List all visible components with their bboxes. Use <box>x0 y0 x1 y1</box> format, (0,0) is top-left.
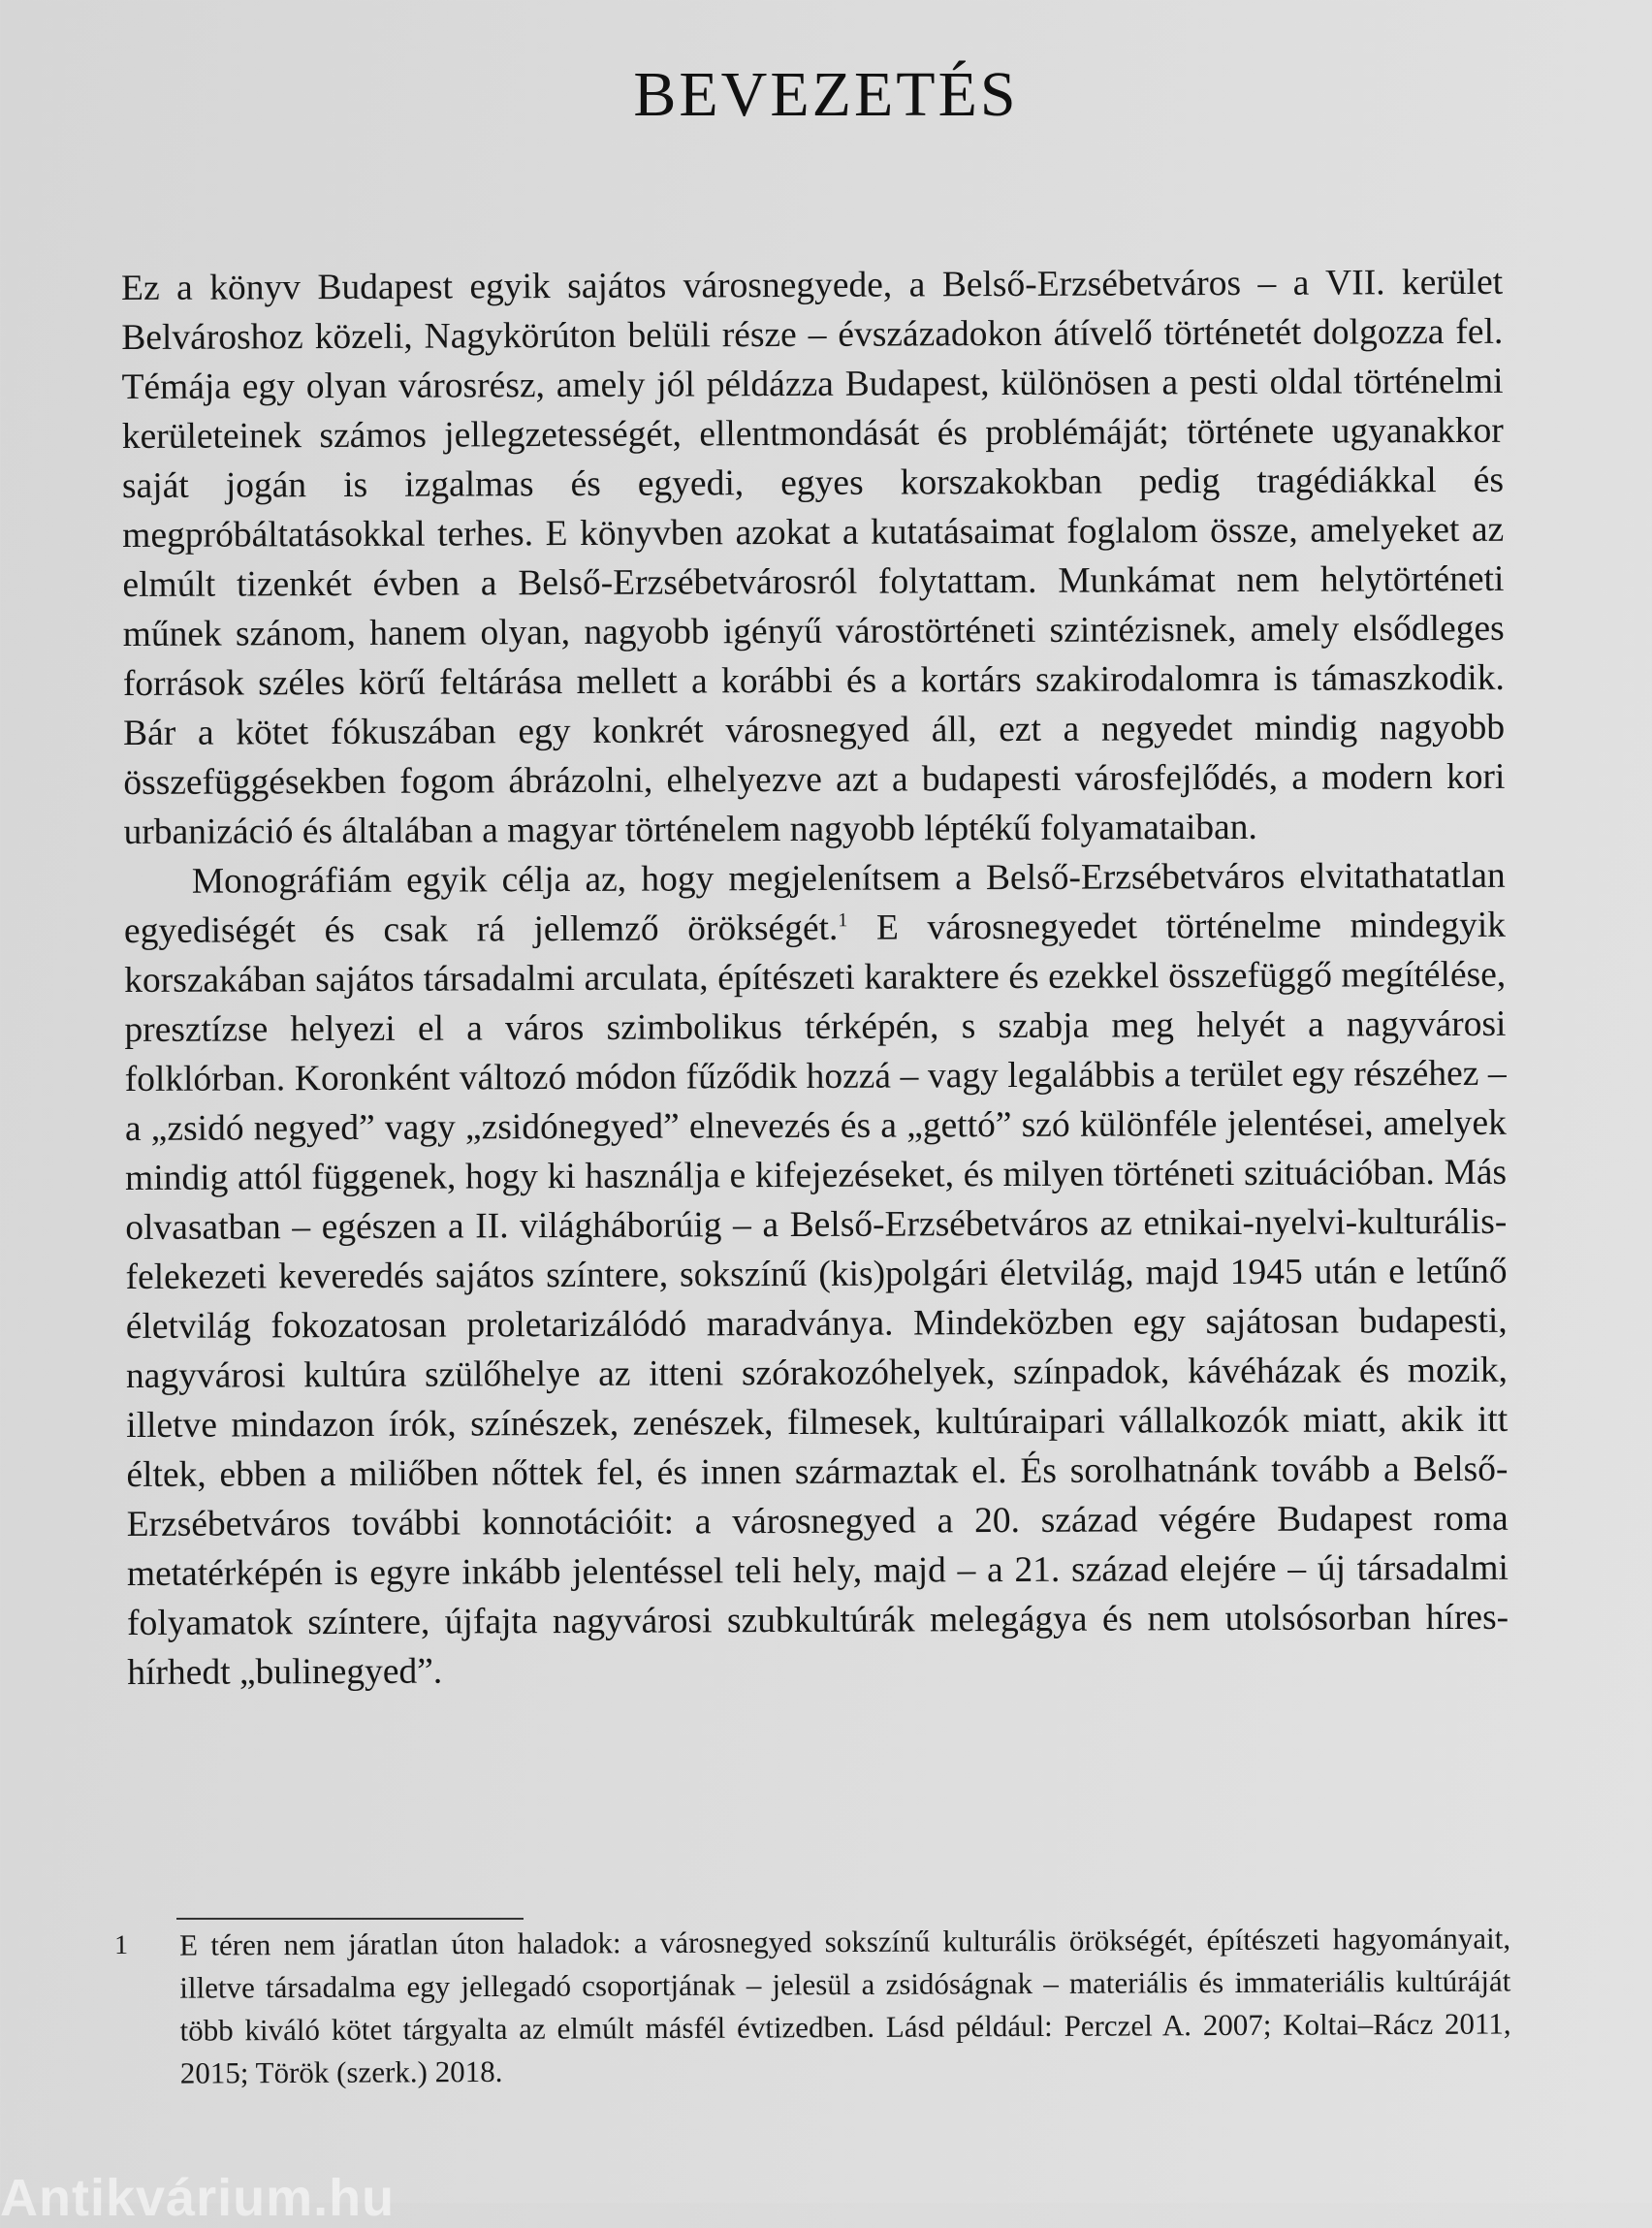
paragraph-2-rest: E városnegyedet történelme mindegyik korszakában sajátos társadalmi arculata, építészeti karaktere és ezekkel összefüggő megítélése, presztízse helyezi el a város szimbolikus térképén, s szabja meg helyét a nagyvárosi folklórban. Koronként változó módon fűződik hozzá – vagy legalábbis a terület egy részéhez – a „zsidó negyed” vagy „zsidónegyed” elnevezés és a „gettó” szó különféle jelentései, amelyek mindig attól függenek, hogy ki használja e kifejezéseket, és milyen történeti szituációban. Más olvasatban – egészen a II. világháborúig – a Belső-Erzsébetváros az etnikai-nyelvi-kulturális-felekezeti keveredés sajátos színtere, sokszínű (kis)polgári életvilág, majd 1945 után e letűnő életvilág fokozatosan proletarizálódó maradványa. Mindeközben egy sajátosan budapesti, nagyvárosi kultúra szülőhelye az itteni szórakozóhelyek, színpadok, kávéházak és mozik, illetve mindazon írók, színészek, zenészek, filmesek, kultúraipari vállalkozók miatt, akik itt éltek, ebben a miliőben nőttek fel, és innen származtak el. És sorolhatnánk tovább a Belső-Erzsébetváros további konnotációit: a városnegyed a 20. század végére Budapest roma metatérképén is egyre inkább jelentéssel teli hely, majd – a 21. század elejére – új társadalmi folyamatok színtere, újfajta nagyvárosi szubkultúrák melegágya és nem utolsósorban híres-hírhedt „bulinegyed”. <box>124 905 1509 1693</box>
chapter-title: BEVEZETÉS <box>633 59 1019 130</box>
paragraph-2 <box>124 851 1509 1698</box>
footnote-number: 1 <box>114 1929 129 1960</box>
footnote-text: E téren nem járatlan úton haladok: a városnegyed sokszínű kulturális örökségét, építészeti hagyományait, illetve társadalma egy jellegadó csoportjának – jelesül a zsidóságnak – materiális és immateriális kultúráját több kiváló kötet tárgyalta az elmúlt másfél évtizedben. Lásd például: Perczel A. 2007; Koltai–Rácz 2011, 2015; Török (szerk.) 2018. <box>179 1921 1511 2090</box>
footnote <box>114 1917 1511 2095</box>
paragraph-1: Ez a könyv Budapest egyik sajátos városnegyede, a Belső-Erzsébetváros – a VII. kerület Belvároshoz közeli, Nagykörúton belüli része – évszázadokon átívelő történetét dolgozza fel. Témája egy olyan városrész, amely jól példázza Budapest, különösen a pesti oldal történelmi kerületeinek számos jellegzetességét, ellentmondását és problémáját; története ugyanakkor saját jogán is izgalmas és egyedi, egyes korszakokban pedig tragédiákkal és megpróbáltatásokkal terhes. E könyvben azokat a kutatásaimat foglalom össze, amelyeket az elmúlt tizenkét évben a Belső-Erzsébetvárosról folytattam. Munkámat nem helytörténeti műnek szánom, hanem olyan, nagyobb igényű várostörténeti szintézisnek, amely elsődleges források széles körű feltárása mellett a korábbi és a kortárs szakirodalomra is támaszkodik. Bár a kötet fókuszában egy konkrét városnegyed áll, ezt a negyedet mindig nagyobb összefüggésekben fogom ábrázolni, elhelyezve azt a budapesti városfejlődés, a modern kori urbanizáció és általában a magyar történelem nagyobb léptékű folyamataiban. <box>121 262 1506 852</box>
watermark: Antikvárium.hu <box>0 2169 396 2227</box>
body-text <box>121 258 1509 1698</box>
paragraph-2-lead: Monográfiám egyik célja az, hogy megjelenítsem a Belső-Erzsébetváros elvitathatatlan egyediségét és csak rá jellemző örökségét. <box>123 855 1506 951</box>
footnote-reference: 1 <box>838 909 848 932</box>
footnote-separator <box>176 1918 524 1920</box>
